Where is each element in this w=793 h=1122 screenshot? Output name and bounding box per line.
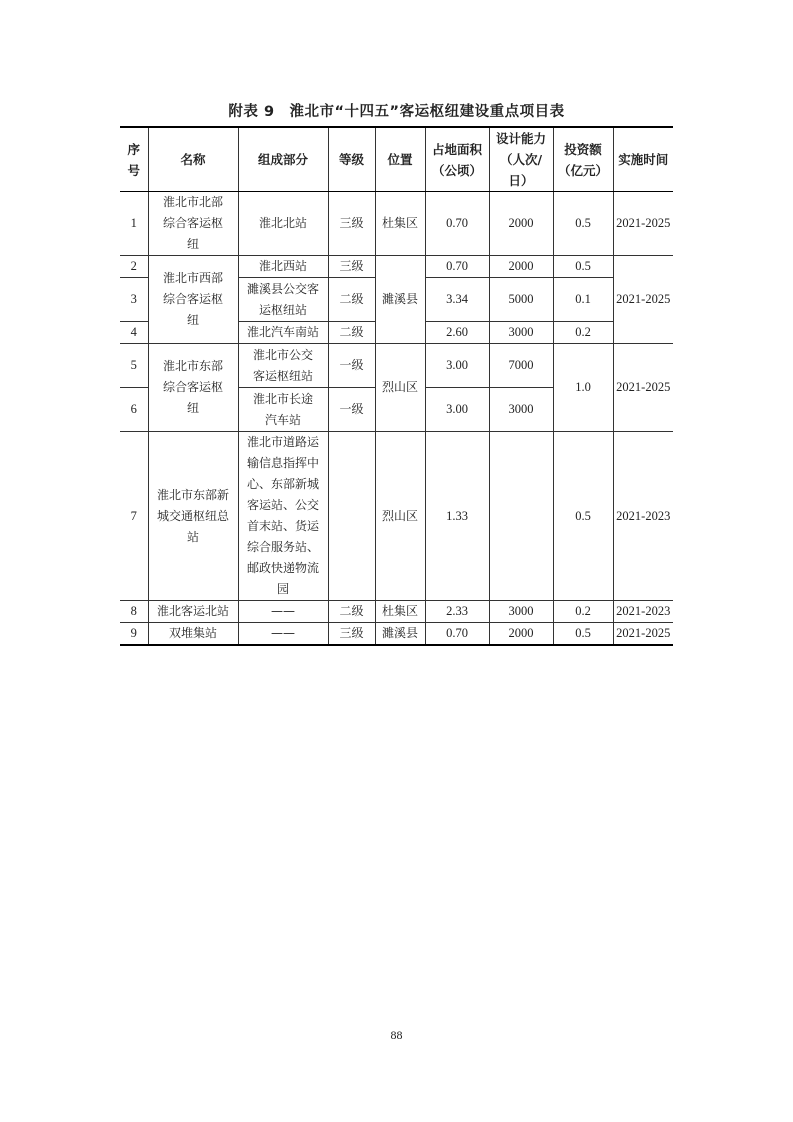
cell-parts: 淮北西站 <box>238 256 328 278</box>
cell-parts: 淮北北站 <box>238 192 328 256</box>
cell-name <box>148 256 238 344</box>
cell-period: 2021-2023 <box>613 432 673 601</box>
cell-investment: 0.5 <box>553 192 613 256</box>
cell-investment: 0.5 <box>553 623 613 646</box>
cell-capacity: 2000 <box>489 623 553 646</box>
cell-capacity: 5000 <box>489 278 553 322</box>
cell-parts-text: 淮北市长途汽车站 <box>252 391 313 427</box>
table-row <box>120 623 673 646</box>
cell-parts-text: 淮北市道路运输信息指挥中心、东部新城客运站、公交首末站、货运综合服务站、邮政快递物流园 <box>246 435 319 596</box>
cell-period: 2021-2023 <box>613 601 673 623</box>
cell-grade: 三级 <box>328 192 375 256</box>
cell-seq: 6 <box>120 388 148 432</box>
header-parts: 组成部分 <box>238 127 328 192</box>
cell-parts: —— <box>238 623 328 646</box>
cell-capacity: 2000 <box>489 192 553 256</box>
cell-capacity: 7000 <box>489 344 553 388</box>
cell-investment: 0.2 <box>553 322 613 344</box>
cell-parts <box>238 344 328 388</box>
cell-grade: 三级 <box>328 623 375 646</box>
header-capacity-line1: 设计能力 <box>495 131 546 146</box>
cell-parts <box>238 388 328 432</box>
cell-location: 杜集区 <box>375 192 425 256</box>
header-row <box>120 127 673 192</box>
cell-capacity: 3000 <box>489 322 553 344</box>
header-seq: 序号 <box>120 127 148 192</box>
table-row <box>120 256 673 278</box>
cell-investment: 0.5 <box>553 256 613 278</box>
cell-location: 濉溪县 <box>375 623 425 646</box>
page-number: 88 <box>390 1028 403 1042</box>
cell-period: 2021-2025 <box>613 256 673 344</box>
cell-seq: 4 <box>120 322 148 344</box>
cell-seq: 2 <box>120 256 148 278</box>
cell-area: 3.34 <box>425 278 489 322</box>
cell-period: 2021-2025 <box>613 623 673 646</box>
cell-name <box>148 432 238 601</box>
cell-parts-text: 濉溪县公交客运枢纽站 <box>246 281 319 317</box>
cell-area: 0.70 <box>425 192 489 256</box>
cell-grade: 二级 <box>328 278 375 322</box>
cell-location: 烈山区 <box>375 344 425 432</box>
table-row <box>120 192 673 256</box>
cell-investment: 0.5 <box>553 432 613 601</box>
cell-name: 双堆集站 <box>148 623 238 646</box>
cell-seq: 7 <box>120 432 148 601</box>
cell-parts <box>238 432 328 601</box>
cell-seq: 3 <box>120 278 148 322</box>
header-area-line1: 占地面积 <box>431 141 482 157</box>
header-grade: 等级 <box>328 127 375 192</box>
cell-grade <box>328 432 375 601</box>
header-location: 位置 <box>375 127 425 192</box>
cell-seq: 8 <box>120 601 148 623</box>
header-area <box>425 127 489 192</box>
cell-name-text: 淮北市北部综合客运枢纽 <box>162 195 223 251</box>
cell-area: 2.60 <box>425 322 489 344</box>
header-investment <box>553 127 613 192</box>
cell-area: 2.33 <box>425 601 489 623</box>
cell-grade: 二级 <box>328 601 375 623</box>
cell-name-text: 淮北市东部综合客运枢纽 <box>162 359 223 415</box>
cell-period: 2021-2025 <box>613 344 673 432</box>
cell-grade: 一级 <box>328 344 375 388</box>
cell-investment: 0.1 <box>553 278 613 322</box>
cell-capacity: 3000 <box>489 601 553 623</box>
table-row <box>120 601 673 623</box>
table-row <box>120 344 673 388</box>
cell-period: 2021-2025 <box>613 192 673 256</box>
cell-seq: 9 <box>120 623 148 646</box>
table-row <box>120 432 673 601</box>
cell-capacity: 3000 <box>489 388 553 432</box>
header-area-line2: （公顷） <box>431 162 482 178</box>
cell-investment: 1.0 <box>553 344 613 432</box>
cell-name <box>148 344 238 432</box>
cell-area: 0.70 <box>425 256 489 278</box>
header-investment-line2: （亿元） <box>557 162 608 178</box>
cell-area: 3.00 <box>425 388 489 432</box>
cell-location: 烈山区 <box>375 432 425 601</box>
cell-area: 3.00 <box>425 344 489 388</box>
header-capacity <box>489 127 553 192</box>
cell-parts <box>238 278 328 322</box>
cell-name <box>148 192 238 256</box>
cell-name-text: 淮北市东部新城交通枢纽总站 <box>156 487 229 544</box>
cell-grade: 三级 <box>328 256 375 278</box>
cell-name-text: 淮北市西部综合客运枢纽 <box>162 271 223 327</box>
cell-area: 0.70 <box>425 623 489 646</box>
hub-projects-table <box>120 126 673 646</box>
cell-name: 淮北客运北站 <box>148 601 238 623</box>
header-capacity-line2: （人次/日） <box>499 152 543 188</box>
cell-grade: 二级 <box>328 322 375 344</box>
cell-investment: 0.2 <box>553 601 613 623</box>
header-name: 名称 <box>148 127 238 192</box>
header-investment-line1: 投资额 <box>564 141 602 157</box>
header-period: 实施时间 <box>613 127 673 192</box>
cell-parts: —— <box>238 601 328 623</box>
table-caption: 附表 9 淮北市“十四五”客运枢纽建设重点项目表 <box>228 104 565 120</box>
cell-capacity: 2000 <box>489 256 553 278</box>
cell-parts: 淮北汽车南站 <box>238 322 328 344</box>
cell-grade: 一级 <box>328 388 375 432</box>
cell-seq: 1 <box>120 192 148 256</box>
cell-location: 杜集区 <box>375 601 425 623</box>
cell-capacity <box>489 432 553 601</box>
cell-location: 濉溪县 <box>375 256 425 344</box>
cell-seq: 5 <box>120 344 148 388</box>
cell-area: 1.33 <box>425 432 489 601</box>
cell-parts-text: 淮北市公交客运枢纽站 <box>252 347 313 383</box>
